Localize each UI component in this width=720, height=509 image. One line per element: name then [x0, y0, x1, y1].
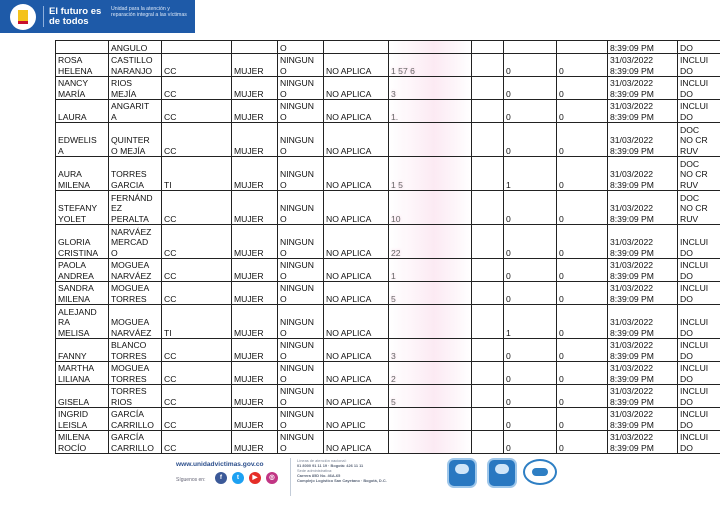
table-row [56, 385, 720, 408]
cell-tipo: CC [162, 431, 232, 454]
government-motto: El futuro es de todos [49, 6, 102, 27]
cell-tipo: CC [162, 408, 232, 431]
cell-empty [472, 54, 504, 77]
cell-estado: INCLUI DO [678, 54, 720, 77]
cell-etnia: NINGUN O [278, 54, 324, 77]
table-body [56, 41, 720, 454]
cell-doc [389, 123, 472, 157]
cell-c2: 0 [557, 100, 608, 123]
victims-table [55, 40, 720, 454]
cell-fecha: 31/03/2022 8:39:09 PM [608, 385, 678, 408]
cell-apellido: TORRES RIOS [109, 385, 162, 408]
page-footer [0, 452, 720, 509]
cell-c1 [504, 41, 557, 54]
facebook-icon[interactable]: f [215, 472, 227, 484]
cell-empty [472, 408, 504, 431]
table-row [56, 123, 720, 157]
cell-disc: NO APLICA [324, 362, 389, 385]
cell-c1: 0 [504, 259, 557, 282]
cell-c2: 0 [557, 157, 608, 191]
coat-of-arms-logo [10, 4, 36, 30]
cell-c1: 0 [504, 100, 557, 123]
cell-c2: 0 [557, 225, 608, 259]
cell-etnia: NINGUN O [278, 259, 324, 282]
cell-tipo: CC [162, 339, 232, 362]
cell-c2: 0 [557, 362, 608, 385]
cell-doc [389, 41, 472, 54]
cell-etnia: NINGUN O [278, 100, 324, 123]
cell-apellido: GARCÍA CARRILLO [109, 431, 162, 454]
cell-empty [472, 41, 504, 54]
cell-apellido: MOGUEA NARVÁEZ [109, 259, 162, 282]
cell-empty [472, 282, 504, 305]
instagram-icon[interactable]: ◎ [266, 472, 278, 484]
cell-doc: 1. [389, 100, 472, 123]
table-row [56, 305, 720, 339]
cell-sexo: MUJER [232, 191, 278, 225]
cell-estado: INCLUI DO [678, 305, 720, 339]
cell-fecha: 31/03/2022 8:39:09 PM [608, 123, 678, 157]
cell-sexo: MUJER [232, 225, 278, 259]
cell-nombre: ALEJAND RA MELISA [56, 305, 109, 339]
cell-disc: NO APLICA [324, 123, 389, 157]
cell-disc: NO APLICA [324, 305, 389, 339]
cell-fecha: 31/03/2022 8:39:09 PM [608, 339, 678, 362]
cell-fecha: 31/03/2022 8:39:09 PM [608, 100, 678, 123]
cell-c1: 0 [504, 339, 557, 362]
cell-disc: NO APLICA [324, 225, 389, 259]
cell-apellido: TORRES GARCIA [109, 157, 162, 191]
cell-empty [472, 385, 504, 408]
cell-estado: INCLUI DO [678, 385, 720, 408]
cell-estado: INCLUI DO [678, 259, 720, 282]
cell-tipo: CC [162, 362, 232, 385]
cell-empty [472, 339, 504, 362]
cell-etnia: NINGUN O [278, 282, 324, 305]
cell-sexo: MUJER [232, 385, 278, 408]
cell-fecha: 31/03/2022 8:39:09 PM [608, 362, 678, 385]
cell-nombre: GLORIA CRISTINA [56, 225, 109, 259]
cell-sexo: MUJER [232, 100, 278, 123]
cell-doc: 3 [389, 77, 472, 100]
cell-fecha: 31/03/2022 8:39:09 PM [608, 305, 678, 339]
table-row [56, 100, 720, 123]
cell-fecha: 31/03/2022 8:39:09 PM [608, 282, 678, 305]
contact-address: Carrera 85D No. 46A-65 [297, 473, 341, 479]
cell-c1: 1 [504, 157, 557, 191]
cell-apellido: ANGARIT A [109, 100, 162, 123]
footer-divider [290, 458, 291, 496]
table-row [56, 157, 720, 191]
table-row [56, 362, 720, 385]
table-row [56, 77, 720, 100]
cell-empty [472, 157, 504, 191]
cell-apellido: MOGUEA NARVÁEZ [109, 305, 162, 339]
cell-doc: 5 [389, 385, 472, 408]
cell-etnia: NINGUN O [278, 305, 324, 339]
table-row [56, 259, 720, 282]
cell-estado: DO [678, 41, 720, 54]
cell-c1: 0 [504, 385, 557, 408]
cell-etnia: NINGUN O [278, 385, 324, 408]
cell-nombre: INGRID LEISLA [56, 408, 109, 431]
cell-doc: 5 [389, 282, 472, 305]
cell-sexo: MUJER [232, 305, 278, 339]
table-row [56, 282, 720, 305]
cell-apellido: RIOS MEJÍA [109, 77, 162, 100]
cell-disc: NO APLICA [324, 282, 389, 305]
cell-tipo: TI [162, 305, 232, 339]
cell-disc [324, 41, 389, 54]
cell-c1: 0 [504, 54, 557, 77]
cell-disc: NO APLICA [324, 157, 389, 191]
cell-nombre: MILENA ROCÍO [56, 431, 109, 454]
cell-c2: 0 [557, 123, 608, 157]
cell-sexo: MUJER [232, 54, 278, 77]
cell-nombre: GISELA [56, 385, 109, 408]
cell-estado: DOC NO CR RUV [678, 191, 720, 225]
cell-fecha: 31/03/2022 8:39:09 PM [608, 77, 678, 100]
cell-etnia: NINGUN O [278, 431, 324, 454]
cell-empty [472, 225, 504, 259]
cell-doc [389, 431, 472, 454]
cell-estado: DOC NO CR RUV [678, 157, 720, 191]
cell-c2: 0 [557, 77, 608, 100]
cell-sexo: MUJER [232, 431, 278, 454]
cell-fecha: 31/03/2022 8:39:09 PM [608, 54, 678, 77]
cell-c2: 0 [557, 339, 608, 362]
cell-c2: 0 [557, 305, 608, 339]
government-banner [0, 0, 195, 33]
cell-empty [472, 77, 504, 100]
follow-label: Síguenos en: [176, 477, 206, 483]
cell-nombre [56, 41, 109, 54]
cell-fecha: 8:39:09 PM [608, 41, 678, 54]
cell-disc: NO APLICA [324, 385, 389, 408]
cell-tipo: CC [162, 54, 232, 77]
cell-disc: NO APLIC [324, 408, 389, 431]
cell-sexo [232, 41, 278, 54]
cell-sexo: MUJER [232, 339, 278, 362]
cell-apellido: ANGULO [109, 41, 162, 54]
cell-sexo: MUJER [232, 362, 278, 385]
cell-etnia: NINGUN O [278, 191, 324, 225]
cell-c1: 0 [504, 362, 557, 385]
cell-estado: INCLUI DO [678, 225, 720, 259]
cell-nombre: STEFANY YOLET [56, 191, 109, 225]
cell-disc: NO APLICA [324, 259, 389, 282]
cell-tipo [162, 41, 232, 54]
cell-doc: 1 57 6 [389, 54, 472, 77]
youtube-icon[interactable]: ▶ [249, 472, 261, 484]
cell-empty [472, 431, 504, 454]
cell-c2: 0 [557, 54, 608, 77]
cell-doc: 22 [389, 225, 472, 259]
cell-c2 [557, 41, 608, 54]
cell-etnia: NINGUN O [278, 225, 324, 259]
cell-empty [472, 123, 504, 157]
cell-etnia: NINGUN O [278, 408, 324, 431]
cell-c1: 0 [504, 77, 557, 100]
cell-apellido: QUINTER O MEJÍA [109, 123, 162, 157]
quality-seal-icon [523, 459, 557, 485]
cell-nombre: NANCY MARÍA [56, 77, 109, 100]
cell-etnia: NINGUN O [278, 157, 324, 191]
cell-apellido: FERNÁND EZ PERALTA [109, 191, 162, 225]
table-row [56, 54, 720, 77]
cell-sexo: MUJER [232, 408, 278, 431]
cell-c2: 0 [557, 408, 608, 431]
cell-doc [389, 305, 472, 339]
cell-nombre: FANNY [56, 339, 109, 362]
cell-doc: 1 5 [389, 157, 472, 191]
cell-estado: INCLUI DO [678, 77, 720, 100]
cell-apellido: BLANCO TORRES [109, 339, 162, 362]
cell-apellido: CASTILLO NARANJO [109, 54, 162, 77]
cell-estado: DOC NO CR RUV [678, 123, 720, 157]
iso-certification-icon-2 [487, 458, 517, 488]
cell-etnia: NINGUN O [278, 339, 324, 362]
cell-nombre: MARTHA LILIANA [56, 362, 109, 385]
contact-complex: Complejo Logístico San Cayetano · Bogotá, D.C. [297, 478, 387, 484]
cell-doc: 3 [389, 339, 472, 362]
cell-doc [389, 408, 472, 431]
cell-c1: 0 [504, 282, 557, 305]
cell-nombre: EDWELIS A [56, 123, 109, 157]
cell-apellido: MOGUEA TORRES [109, 282, 162, 305]
cell-c1: 0 [504, 408, 557, 431]
cell-sexo: MUJER [232, 282, 278, 305]
cell-fecha: 31/03/2022 8:39:09 PM [608, 259, 678, 282]
cell-tipo: CC [162, 191, 232, 225]
cell-tipo: CC [162, 259, 232, 282]
table-row [56, 41, 720, 54]
cell-c2: 0 [557, 282, 608, 305]
table-row [56, 339, 720, 362]
cell-empty [472, 305, 504, 339]
cell-estado: INCLUI DO [678, 362, 720, 385]
cell-etnia: NINGUN O [278, 362, 324, 385]
cell-empty [472, 100, 504, 123]
cell-fecha: 31/03/2022 8:39:09 PM [608, 431, 678, 454]
cell-doc: 2 [389, 362, 472, 385]
cell-disc: NO APLICA [324, 100, 389, 123]
cell-nombre: LAURA [56, 100, 109, 123]
contact-phone: 01 8000 91 11 19 · Bogotá: 426 11 11 [297, 463, 364, 469]
cell-tipo: CC [162, 100, 232, 123]
cell-estado: INCLUI DO [678, 431, 720, 454]
cell-nombre: AURA MILENA [56, 157, 109, 191]
cell-apellido: NARVÁEZ MERCAD O [109, 225, 162, 259]
cell-etnia: NINGUN O [278, 77, 324, 100]
cell-sexo: MUJER [232, 259, 278, 282]
cell-nombre: ROSA HELENA [56, 54, 109, 77]
cell-nombre: PAOLA ANDREA [56, 259, 109, 282]
cell-sexo: MUJER [232, 77, 278, 100]
website-url[interactable]: www.unidadvictimas.gov.co [176, 461, 264, 468]
cell-disc: NO APLICA [324, 77, 389, 100]
cell-estado: INCLUI DO [678, 408, 720, 431]
cell-disc: NO APLICA [324, 54, 389, 77]
cell-c1: 0 [504, 431, 557, 454]
table-row [56, 225, 720, 259]
cell-c1: 1 [504, 305, 557, 339]
cell-empty [472, 259, 504, 282]
cell-sexo: MUJER [232, 157, 278, 191]
cell-tipo: TI [162, 157, 232, 191]
contact-info [297, 458, 437, 483]
table-row [56, 408, 720, 431]
cell-estado: INCLUI DO [678, 282, 720, 305]
table-row [56, 191, 720, 225]
cell-etnia: O [278, 41, 324, 54]
cell-c1: 0 [504, 225, 557, 259]
cell-apellido: MOGUEA TORRES [109, 362, 162, 385]
cell-tipo: CC [162, 123, 232, 157]
cell-disc: NO APLICA [324, 339, 389, 362]
cell-sexo: MUJER [232, 123, 278, 157]
cell-tipo: CC [162, 385, 232, 408]
cell-fecha: 31/03/2022 8:39:09 PM [608, 191, 678, 225]
page-header [0, 0, 720, 38]
cell-tipo: CC [162, 77, 232, 100]
cell-c1: 0 [504, 123, 557, 157]
cell-nombre: SANDRA MILENA [56, 282, 109, 305]
cell-c1: 0 [504, 191, 557, 225]
contact-title: Líneas de atención nacional: [297, 458, 347, 463]
cell-doc: 1 [389, 259, 472, 282]
cell-disc: NO APLICA [324, 191, 389, 225]
cell-doc: 10 [389, 191, 472, 225]
iso-certification-icon [447, 458, 477, 488]
cell-c2: 0 [557, 259, 608, 282]
unit-name: Unidad para la atención y reparación integral a las víctimas [111, 6, 187, 19]
cell-fecha: 31/03/2022 8:39:09 PM [608, 157, 678, 191]
contact-office: Sede administrativa: [297, 468, 333, 474]
header-divider [43, 6, 44, 27]
cell-estado: INCLUI DO [678, 100, 720, 123]
cell-fecha: 31/03/2022 8:39:09 PM [608, 408, 678, 431]
cell-tipo: CC [162, 282, 232, 305]
twitter-icon[interactable]: t [232, 472, 244, 484]
cell-c2: 0 [557, 191, 608, 225]
cell-apellido: GARCÍA CARRILLO [109, 408, 162, 431]
cell-c2: 0 [557, 385, 608, 408]
cell-etnia: NINGUN O [278, 123, 324, 157]
cell-fecha: 31/03/2022 8:39:09 PM [608, 225, 678, 259]
cell-c2: 0 [557, 431, 608, 454]
cell-estado: INCLUI DO [678, 339, 720, 362]
cell-disc: NO APLICA [324, 431, 389, 454]
cell-empty [472, 362, 504, 385]
cell-tipo: CC [162, 225, 232, 259]
table-row [56, 431, 720, 454]
cell-empty [472, 191, 504, 225]
